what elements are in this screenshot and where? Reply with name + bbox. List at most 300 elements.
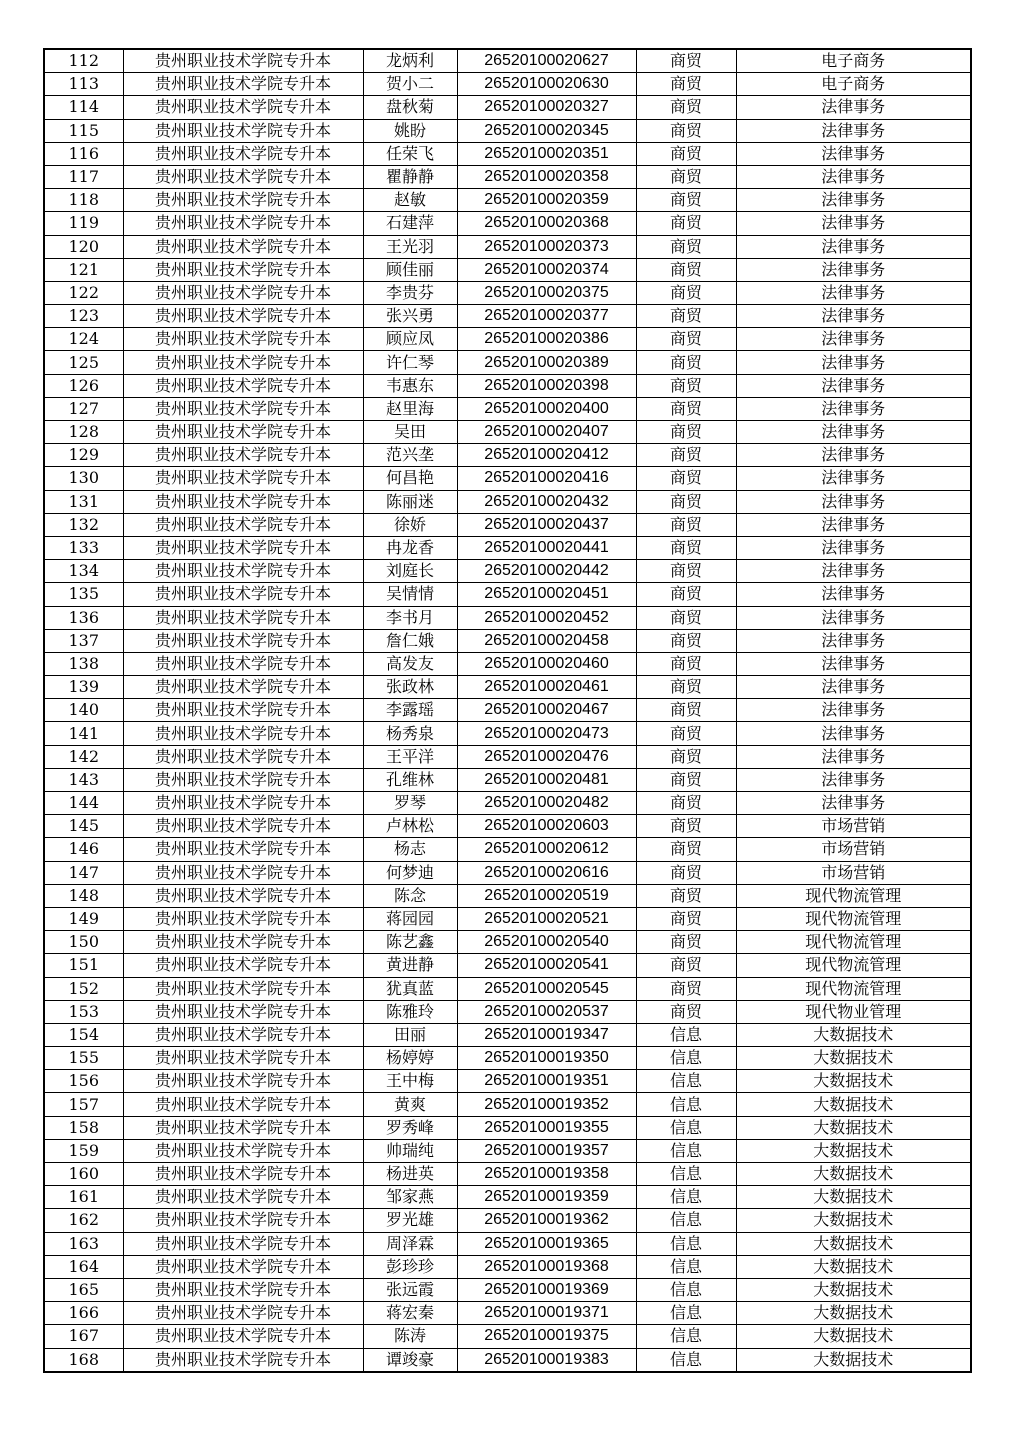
department-cell: 商贸 — [636, 96, 736, 119]
school-name-cell: 贵州职业技术学院专升本 — [123, 907, 363, 930]
table-row — [44, 189, 971, 212]
major-cell: 市场营销 — [736, 861, 971, 884]
department-cell: 信息 — [636, 1070, 736, 1093]
department-cell: 商贸 — [636, 745, 736, 768]
student-name-cell: 龙炳利 — [363, 49, 457, 73]
department-cell: 商贸 — [636, 328, 736, 351]
student-name-cell: 卢林松 — [363, 815, 457, 838]
exam-id-cell: 26520100020432 — [457, 490, 636, 513]
row-number-cell: 127 — [44, 397, 123, 420]
major-cell: 法律事务 — [736, 351, 971, 374]
major-cell: 法律事务 — [736, 792, 971, 815]
row-number-cell: 128 — [44, 421, 123, 444]
table-row — [44, 1278, 971, 1301]
major-cell: 法律事务 — [736, 142, 971, 165]
school-name-cell: 贵州职业技术学院专升本 — [123, 1278, 363, 1301]
table-row — [44, 513, 971, 536]
school-name-cell: 贵州职业技术学院专升本 — [123, 583, 363, 606]
school-name-cell: 贵州职业技术学院专升本 — [123, 513, 363, 536]
exam-id-cell: 26520100020327 — [457, 96, 636, 119]
row-number-cell: 145 — [44, 815, 123, 838]
school-name-cell: 贵州职业技术学院专升本 — [123, 1348, 363, 1372]
department-cell: 商贸 — [636, 73, 736, 96]
table-row — [44, 861, 971, 884]
exam-id-cell: 26520100020373 — [457, 235, 636, 258]
student-name-cell: 李书月 — [363, 606, 457, 629]
school-name-cell: 贵州职业技术学院专升本 — [123, 444, 363, 467]
department-cell: 商贸 — [636, 722, 736, 745]
department-cell: 信息 — [636, 1232, 736, 1255]
department-cell: 信息 — [636, 1163, 736, 1186]
row-number-cell: 152 — [44, 977, 123, 1000]
table-row — [44, 1209, 971, 1232]
exam-id-cell: 26520100020412 — [457, 444, 636, 467]
school-name-cell: 贵州职业技术学院专升本 — [123, 977, 363, 1000]
department-cell: 商贸 — [636, 490, 736, 513]
department-cell: 信息 — [636, 1209, 736, 1232]
major-cell: 法律事务 — [736, 305, 971, 328]
student-name-cell: 冉龙香 — [363, 536, 457, 559]
school-name-cell: 贵州职业技术学院专升本 — [123, 629, 363, 652]
department-cell: 信息 — [636, 1116, 736, 1139]
row-number-cell: 135 — [44, 583, 123, 606]
school-name-cell: 贵州职业技术学院专升本 — [123, 1163, 363, 1186]
row-number-cell: 143 — [44, 768, 123, 791]
department-cell: 信息 — [636, 1348, 736, 1372]
row-number-cell: 154 — [44, 1023, 123, 1046]
exam-id-cell: 26520100020345 — [457, 119, 636, 142]
table-row — [44, 745, 971, 768]
major-cell: 大数据技术 — [736, 1302, 971, 1325]
school-name-cell: 贵州职业技术学院专升本 — [123, 96, 363, 119]
school-name-cell: 贵州职业技术学院专升本 — [123, 1302, 363, 1325]
exam-id-cell: 26520100020377 — [457, 305, 636, 328]
table-row — [44, 722, 971, 745]
exam-id-cell: 26520100020630 — [457, 73, 636, 96]
student-name-cell: 吴田 — [363, 421, 457, 444]
department-cell: 商贸 — [636, 861, 736, 884]
row-number-cell: 157 — [44, 1093, 123, 1116]
department-cell: 商贸 — [636, 838, 736, 861]
exam-id-cell: 26520100020407 — [457, 421, 636, 444]
row-number-cell: 151 — [44, 954, 123, 977]
exam-id-cell: 26520100020400 — [457, 397, 636, 420]
major-cell: 市场营销 — [736, 838, 971, 861]
major-cell: 法律事务 — [736, 536, 971, 559]
major-cell: 大数据技术 — [736, 1139, 971, 1162]
exam-id-cell: 26520100020540 — [457, 931, 636, 954]
row-number-cell: 115 — [44, 119, 123, 142]
table-row — [44, 1093, 971, 1116]
school-name-cell: 贵州职业技术学院专升本 — [123, 49, 363, 73]
school-name-cell: 贵州职业技术学院专升本 — [123, 560, 363, 583]
row-number-cell: 166 — [44, 1302, 123, 1325]
student-name-cell: 王平洋 — [363, 745, 457, 768]
major-cell: 法律事务 — [736, 421, 971, 444]
table-row — [44, 444, 971, 467]
exam-id-cell: 26520100020537 — [457, 1000, 636, 1023]
school-name-cell: 贵州职业技术学院专升本 — [123, 1232, 363, 1255]
student-name-cell: 王光羽 — [363, 235, 457, 258]
student-name-cell: 杨进英 — [363, 1163, 457, 1186]
school-name-cell: 贵州职业技术学院专升本 — [123, 676, 363, 699]
row-number-cell: 141 — [44, 722, 123, 745]
table-row — [44, 142, 971, 165]
major-cell: 法律事务 — [736, 606, 971, 629]
department-cell: 信息 — [636, 1325, 736, 1348]
table-row — [44, 1070, 971, 1093]
student-name-cell: 彭珍珍 — [363, 1255, 457, 1278]
row-number-cell: 117 — [44, 165, 123, 188]
school-name-cell: 贵州职业技术学院专升本 — [123, 421, 363, 444]
student-name-cell: 邹家燕 — [363, 1186, 457, 1209]
school-name-cell: 贵州职业技术学院专升本 — [123, 119, 363, 142]
table-row — [44, 838, 971, 861]
school-name-cell: 贵州职业技术学院专升本 — [123, 305, 363, 328]
table-row — [44, 676, 971, 699]
table-row — [44, 907, 971, 930]
row-number-cell: 129 — [44, 444, 123, 467]
department-cell: 信息 — [636, 1047, 736, 1070]
school-name-cell: 贵州职业技术学院专升本 — [123, 652, 363, 675]
row-number-cell: 160 — [44, 1163, 123, 1186]
student-name-cell: 陈丽迷 — [363, 490, 457, 513]
row-number-cell: 164 — [44, 1255, 123, 1278]
school-name-cell: 贵州职业技术学院专升本 — [123, 1093, 363, 1116]
exam-id-cell: 26520100020521 — [457, 907, 636, 930]
school-name-cell: 贵州职业技术学院专升本 — [123, 954, 363, 977]
department-cell: 商贸 — [636, 884, 736, 907]
major-cell: 法律事务 — [736, 652, 971, 675]
student-name-cell: 田丽 — [363, 1023, 457, 1046]
department-cell: 商贸 — [636, 931, 736, 954]
school-name-cell: 贵州职业技术学院专升本 — [123, 931, 363, 954]
student-roster-table — [43, 48, 972, 1373]
table-row — [44, 328, 971, 351]
school-name-cell: 贵州职业技术学院专升本 — [123, 768, 363, 791]
exam-id-cell: 26520100020627 — [457, 49, 636, 73]
student-name-cell: 罗琴 — [363, 792, 457, 815]
major-cell: 法律事务 — [736, 119, 971, 142]
student-name-cell: 周泽霖 — [363, 1232, 457, 1255]
student-name-cell: 犹真蓝 — [363, 977, 457, 1000]
table-row — [44, 652, 971, 675]
school-name-cell: 贵州职业技术学院专升本 — [123, 351, 363, 374]
department-cell: 商贸 — [636, 1000, 736, 1023]
student-name-cell: 陈艺鑫 — [363, 931, 457, 954]
row-number-cell: 159 — [44, 1139, 123, 1162]
student-name-cell: 谭竣豪 — [363, 1348, 457, 1372]
table-row — [44, 281, 971, 304]
school-name-cell: 贵州职业技术学院专升本 — [123, 838, 363, 861]
school-name-cell: 贵州职业技术学院专升本 — [123, 1116, 363, 1139]
table-row — [44, 165, 971, 188]
department-cell: 商贸 — [636, 977, 736, 1000]
exam-id-cell: 26520100020358 — [457, 165, 636, 188]
row-number-cell: 123 — [44, 305, 123, 328]
row-number-cell: 165 — [44, 1278, 123, 1301]
department-cell: 商贸 — [636, 815, 736, 838]
student-name-cell: 高发友 — [363, 652, 457, 675]
school-name-cell: 贵州职业技术学院专升本 — [123, 281, 363, 304]
school-name-cell: 贵州职业技术学院专升本 — [123, 745, 363, 768]
row-number-cell: 116 — [44, 142, 123, 165]
table-row — [44, 467, 971, 490]
student-name-cell: 王中梅 — [363, 1070, 457, 1093]
major-cell: 法律事务 — [736, 444, 971, 467]
department-cell: 商贸 — [636, 768, 736, 791]
school-name-cell: 贵州职业技术学院专升本 — [123, 815, 363, 838]
department-cell: 商贸 — [636, 258, 736, 281]
department-cell: 商贸 — [636, 49, 736, 73]
exam-id-cell: 26520100020461 — [457, 676, 636, 699]
table-row — [44, 1000, 971, 1023]
school-name-cell: 贵州职业技术学院专升本 — [123, 699, 363, 722]
exam-id-cell: 26520100020351 — [457, 142, 636, 165]
row-number-cell: 149 — [44, 907, 123, 930]
table-row — [44, 73, 971, 96]
student-name-cell: 石建萍 — [363, 212, 457, 235]
exam-id-cell: 26520100020616 — [457, 861, 636, 884]
major-cell: 法律事务 — [736, 165, 971, 188]
exam-id-cell: 26520100020442 — [457, 560, 636, 583]
major-cell: 法律事务 — [736, 374, 971, 397]
table-row — [44, 560, 971, 583]
department-cell: 商贸 — [636, 467, 736, 490]
student-name-cell: 何昌艳 — [363, 467, 457, 490]
department-cell: 信息 — [636, 1278, 736, 1301]
student-name-cell: 黄进静 — [363, 954, 457, 977]
major-cell: 法律事务 — [736, 467, 971, 490]
major-cell: 大数据技术 — [736, 1278, 971, 1301]
table-row — [44, 1047, 971, 1070]
table-row — [44, 421, 971, 444]
major-cell: 法律事务 — [736, 513, 971, 536]
table-row — [44, 351, 971, 374]
major-cell: 法律事务 — [736, 281, 971, 304]
row-number-cell: 142 — [44, 745, 123, 768]
row-number-cell: 112 — [44, 49, 123, 73]
school-name-cell: 贵州职业技术学院专升本 — [123, 467, 363, 490]
major-cell: 现代物流管理 — [736, 931, 971, 954]
department-cell: 商贸 — [636, 583, 736, 606]
row-number-cell: 140 — [44, 699, 123, 722]
major-cell: 大数据技术 — [736, 1348, 971, 1372]
roster-body — [44, 49, 971, 1372]
major-cell: 大数据技术 — [736, 1209, 971, 1232]
major-cell: 法律事务 — [736, 745, 971, 768]
student-name-cell: 许仁琴 — [363, 351, 457, 374]
department-cell: 商贸 — [636, 792, 736, 815]
major-cell: 大数据技术 — [736, 1255, 971, 1278]
exam-id-cell: 26520100019358 — [457, 1163, 636, 1186]
table-row — [44, 815, 971, 838]
department-cell: 商贸 — [636, 305, 736, 328]
exam-id-cell: 26520100019357 — [457, 1139, 636, 1162]
table-row — [44, 1232, 971, 1255]
row-number-cell: 162 — [44, 1209, 123, 1232]
major-cell: 大数据技术 — [736, 1186, 971, 1209]
school-name-cell: 贵州职业技术学院专升本 — [123, 1325, 363, 1348]
row-number-cell: 156 — [44, 1070, 123, 1093]
major-cell: 大数据技术 — [736, 1023, 971, 1046]
department-cell: 商贸 — [636, 907, 736, 930]
student-name-cell: 盘秋菊 — [363, 96, 457, 119]
table-row — [44, 606, 971, 629]
exam-id-cell: 26520100020460 — [457, 652, 636, 675]
school-name-cell: 贵州职业技术学院专升本 — [123, 328, 363, 351]
student-name-cell: 帅瑞纯 — [363, 1139, 457, 1162]
row-number-cell: 114 — [44, 96, 123, 119]
row-number-cell: 138 — [44, 652, 123, 675]
table-row — [44, 119, 971, 142]
row-number-cell: 124 — [44, 328, 123, 351]
table-row — [44, 235, 971, 258]
row-number-cell: 147 — [44, 861, 123, 884]
exam-id-cell: 26520100020368 — [457, 212, 636, 235]
department-cell: 商贸 — [636, 374, 736, 397]
department-cell: 商贸 — [636, 606, 736, 629]
table-row — [44, 1116, 971, 1139]
major-cell: 法律事务 — [736, 96, 971, 119]
department-cell: 商贸 — [636, 954, 736, 977]
table-row — [44, 1255, 971, 1278]
department-cell: 商贸 — [636, 235, 736, 258]
table-row — [44, 490, 971, 513]
department-cell: 商贸 — [636, 560, 736, 583]
exam-id-cell: 26520100020386 — [457, 328, 636, 351]
major-cell: 大数据技术 — [736, 1070, 971, 1093]
row-number-cell: 158 — [44, 1116, 123, 1139]
exam-id-cell: 26520100020603 — [457, 815, 636, 838]
student-name-cell: 范兴垄 — [363, 444, 457, 467]
row-number-cell: 122 — [44, 281, 123, 304]
school-name-cell: 贵州职业技术学院专升本 — [123, 792, 363, 815]
student-name-cell: 李露瑶 — [363, 699, 457, 722]
department-cell: 商贸 — [636, 421, 736, 444]
student-name-cell: 詹仁娥 — [363, 629, 457, 652]
major-cell: 电子商务 — [736, 49, 971, 73]
row-number-cell: 148 — [44, 884, 123, 907]
school-name-cell: 贵州职业技术学院专升本 — [123, 1000, 363, 1023]
row-number-cell: 133 — [44, 536, 123, 559]
department-cell: 商贸 — [636, 444, 736, 467]
row-number-cell: 130 — [44, 467, 123, 490]
student-name-cell: 顾佳丽 — [363, 258, 457, 281]
table-row — [44, 397, 971, 420]
department-cell: 商贸 — [636, 165, 736, 188]
major-cell: 法律事务 — [736, 629, 971, 652]
row-number-cell: 121 — [44, 258, 123, 281]
student-name-cell: 陈涛 — [363, 1325, 457, 1348]
major-cell: 大数据技术 — [736, 1325, 971, 1348]
major-cell: 大数据技术 — [736, 1093, 971, 1116]
table-row — [44, 1023, 971, 1046]
school-name-cell: 贵州职业技术学院专升本 — [123, 73, 363, 96]
student-name-cell: 杨秀泉 — [363, 722, 457, 745]
table-row — [44, 884, 971, 907]
row-number-cell: 131 — [44, 490, 123, 513]
exam-id-cell: 26520100020467 — [457, 699, 636, 722]
department-cell: 信息 — [636, 1255, 736, 1278]
row-number-cell: 139 — [44, 676, 123, 699]
school-name-cell: 贵州职业技术学院专升本 — [123, 212, 363, 235]
school-name-cell: 贵州职业技术学院专升本 — [123, 536, 363, 559]
exam-id-cell: 26520100020374 — [457, 258, 636, 281]
department-cell: 商贸 — [636, 189, 736, 212]
row-number-cell: 132 — [44, 513, 123, 536]
student-name-cell: 韦惠东 — [363, 374, 457, 397]
student-name-cell: 徐娇 — [363, 513, 457, 536]
exam-id-cell: 26520100020481 — [457, 768, 636, 791]
row-number-cell: 113 — [44, 73, 123, 96]
exam-id-cell: 26520100019369 — [457, 1278, 636, 1301]
table-row — [44, 977, 971, 1000]
school-name-cell: 贵州职业技术学院专升本 — [123, 884, 363, 907]
major-cell: 法律事务 — [736, 258, 971, 281]
school-name-cell: 贵州职业技术学院专升本 — [123, 1209, 363, 1232]
department-cell: 信息 — [636, 1023, 736, 1046]
student-name-cell: 杨志 — [363, 838, 457, 861]
exam-id-cell: 26520100020452 — [457, 606, 636, 629]
school-name-cell: 贵州职业技术学院专升本 — [123, 1047, 363, 1070]
department-cell: 商贸 — [636, 281, 736, 304]
exam-id-cell: 26520100020437 — [457, 513, 636, 536]
student-name-cell: 贺小二 — [363, 73, 457, 96]
row-number-cell: 136 — [44, 606, 123, 629]
school-name-cell: 贵州职业技术学院专升本 — [123, 1023, 363, 1046]
student-name-cell: 顾应凤 — [363, 328, 457, 351]
exam-id-cell: 26520100020519 — [457, 884, 636, 907]
school-name-cell: 贵州职业技术学院专升本 — [123, 490, 363, 513]
table-row — [44, 699, 971, 722]
row-number-cell: 168 — [44, 1348, 123, 1372]
major-cell: 法律事务 — [736, 490, 971, 513]
table-row — [44, 629, 971, 652]
exam-id-cell: 26520100020473 — [457, 722, 636, 745]
exam-id-cell: 26520100020482 — [457, 792, 636, 815]
exam-id-cell: 26520100020441 — [457, 536, 636, 559]
school-name-cell: 贵州职业技术学院专升本 — [123, 861, 363, 884]
table-row — [44, 96, 971, 119]
row-number-cell: 144 — [44, 792, 123, 815]
exam-id-cell: 26520100019362 — [457, 1209, 636, 1232]
major-cell: 现代物流管理 — [736, 884, 971, 907]
row-number-cell: 125 — [44, 351, 123, 374]
department-cell: 商贸 — [636, 142, 736, 165]
school-name-cell: 贵州职业技术学院专升本 — [123, 397, 363, 420]
exam-id-cell: 26520100019371 — [457, 1302, 636, 1325]
exam-id-cell: 26520100019383 — [457, 1348, 636, 1372]
department-cell: 信息 — [636, 1302, 736, 1325]
table-row — [44, 374, 971, 397]
exam-id-cell: 26520100019350 — [457, 1047, 636, 1070]
school-name-cell: 贵州职业技术学院专升本 — [123, 142, 363, 165]
table-row — [44, 305, 971, 328]
row-number-cell: 161 — [44, 1186, 123, 1209]
exam-id-cell: 26520100019351 — [457, 1070, 636, 1093]
row-number-cell: 118 — [44, 189, 123, 212]
major-cell: 法律事务 — [736, 583, 971, 606]
row-number-cell: 153 — [44, 1000, 123, 1023]
student-name-cell: 瞿静静 — [363, 165, 457, 188]
table-row — [44, 1186, 971, 1209]
student-name-cell: 杨婷婷 — [363, 1047, 457, 1070]
student-name-cell: 陈雅玲 — [363, 1000, 457, 1023]
student-name-cell: 赵里海 — [363, 397, 457, 420]
exam-id-cell: 26520100019359 — [457, 1186, 636, 1209]
student-name-cell: 蒋园园 — [363, 907, 457, 930]
